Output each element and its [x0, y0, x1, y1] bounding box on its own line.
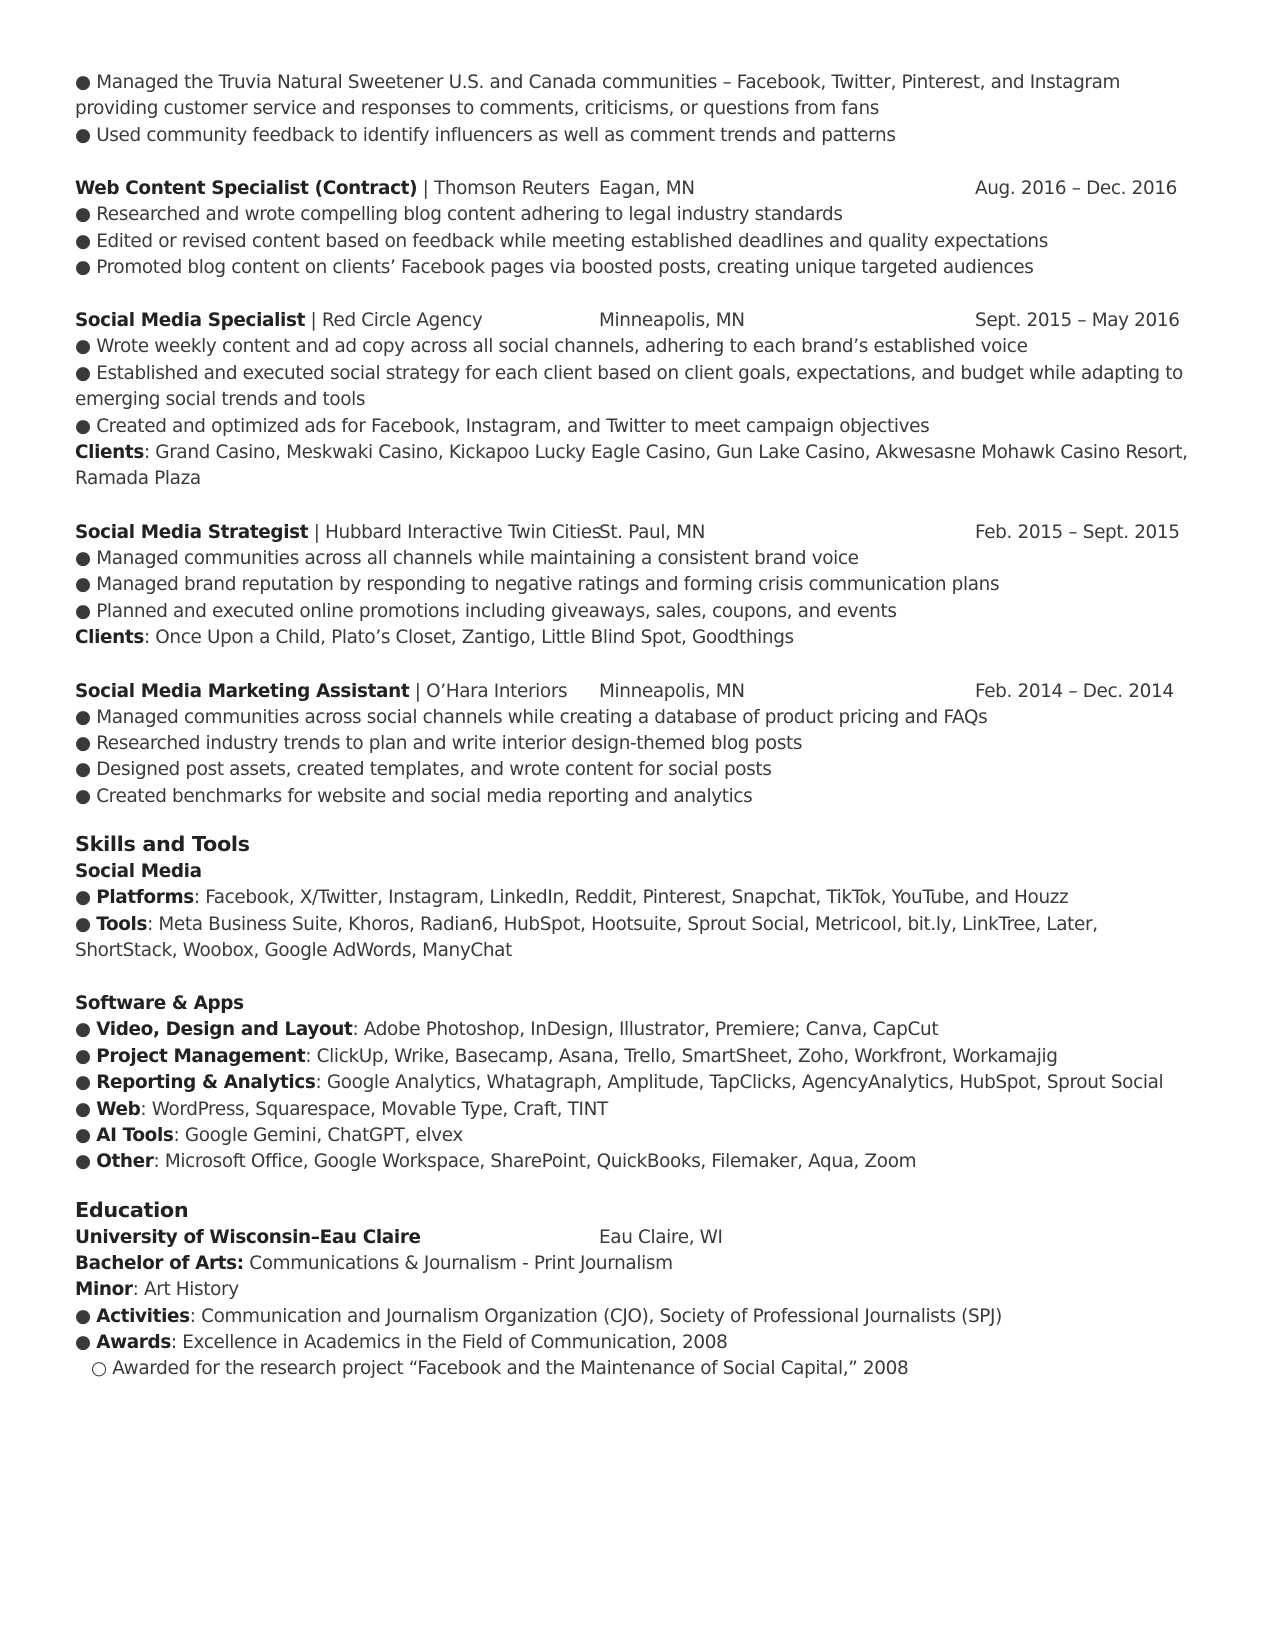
bullet: ●	[75, 913, 97, 935]
skill-label: AI Tools	[96, 1124, 174, 1146]
skill-label: Video, Design and Layout	[96, 1019, 353, 1041]
subheading-software: Software & Apps	[75, 993, 244, 1015]
bullet: ●	[75, 1305, 97, 1327]
skill-item	[75, 1070, 1215, 1096]
skill-item	[75, 1149, 1215, 1175]
job-location: Minneapolis, MN	[599, 680, 745, 702]
skill-item	[75, 1017, 1215, 1043]
clients-label: Clients	[75, 442, 144, 464]
job-header	[75, 307, 1215, 334]
awards-text: : Excellence in Academics in the Field of Communication, 2008	[170, 1332, 728, 1353]
bullet: ●	[75, 1332, 97, 1353]
job-bullet: ● Wrote weekly content and ad copy across all social channels, adhering to each brand’s established voice	[75, 336, 1028, 358]
job-separator: |	[305, 310, 322, 332]
bullet: ●	[75, 887, 97, 909]
job-bullet: ● Created benchmarks for website and social media reporting and analytics	[75, 785, 753, 807]
job-bullet: ● Designed post assets, created templates, and wrote content for social posts	[75, 759, 772, 781]
minor-text: : Art History	[132, 1279, 239, 1301]
activities-line	[75, 1304, 1215, 1330]
job-separator: |	[417, 178, 434, 200]
job-title: Social Media Marketing Assistant	[75, 680, 410, 702]
skill-text: : ClickUp, Wrike, Basecamp, Asana, Trello, SmartSheet, Zoho, Workfront, Workamajig	[305, 1045, 1058, 1067]
skill-text: : Google Analytics, Whatagraph, Amplitude, TapClicks, AgencyAnalytics, HubSpot, Sprout Social	[315, 1072, 1164, 1094]
bullet: ●	[75, 1045, 97, 1067]
skill-item	[75, 912, 1105, 965]
job-location: St. Paul, MN	[599, 521, 705, 543]
skill-text: : Facebook, X/Twitter, Instagram, LinkedIn, Reddit, Pinterest, Snapchat, TikTok, YouTube, and Houzz	[193, 887, 1069, 909]
skill-item	[75, 1044, 1215, 1070]
awards-label: Awards	[96, 1332, 171, 1353]
skill-text: : Adobe Photoshop, InDesign, Illustrator, Premiere; Canva, CapCut	[352, 1019, 939, 1041]
job-dates: Sept. 2015 – May 2016	[975, 310, 1180, 332]
bullet: ●	[75, 1019, 97, 1041]
school-header	[75, 1224, 1215, 1251]
education-section	[75, 1196, 1215, 1383]
minor-line	[75, 1277, 1215, 1303]
resume-page	[75, 70, 1215, 1383]
skill-text: : Google Gemini, ChatGPT, elvex	[173, 1124, 463, 1146]
skill-item	[75, 1097, 1215, 1123]
job-bullet: ● Promoted blog content on clients’ Facebook pages via boosted posts, creating unique targeted audiences	[75, 257, 1034, 279]
activities-label: Activities	[96, 1305, 190, 1327]
job-title: Web Content Specialist (Contract)	[75, 178, 418, 200]
job-bullet: ● Managed communities across social channels while creating a database of product pricing and FAQs	[75, 706, 988, 728]
job-company: Thomson Reuters	[433, 178, 590, 200]
degree-text: Communications & Journalism - Print Journalism	[243, 1252, 673, 1274]
clients-list: : Grand Casino, Meskwaki Casino, Kickapoo Lucky Eagle Casino, Gun Lake Casino, Akwesasne Mohawk Casino Resort, Ramada Plaza	[75, 442, 1188, 490]
job-clients	[75, 440, 1215, 493]
job-location: Minneapolis, MN	[599, 310, 745, 332]
job-entry	[75, 519, 1215, 652]
job-bullet: ● Researched industry trends to plan and write interior design-themed blog posts	[75, 732, 803, 754]
section-heading-skills: Skills and Tools	[75, 832, 250, 857]
job-header	[75, 678, 1215, 705]
skill-item	[75, 885, 1215, 911]
skill-label: Other	[96, 1151, 154, 1173]
job-company: Hubbard Interactive Twin Cities	[325, 521, 601, 543]
job-title: Social Media Specialist	[75, 310, 306, 332]
skill-item	[75, 1123, 1215, 1149]
bullet: ●	[75, 1072, 97, 1094]
award-note: ○ Awarded for the research project “Facebook and the Maintenance of Social Capital,” 2008	[91, 1358, 909, 1380]
section-heading-education: Education	[75, 1197, 189, 1222]
job-clients	[75, 625, 1215, 651]
job-bullet: ● Created and optimized ads for Facebook, Instagram, and Twitter to meet campaign objectives	[75, 415, 930, 437]
clients-list: : Once Upon a Child, Plato’s Closet, Zantigo, Little Blind Spot, Goodthings	[143, 627, 794, 649]
job-dates: Feb. 2014 – Dec. 2014	[975, 680, 1174, 702]
subheading-social-media: Social Media	[75, 861, 202, 883]
intro-bullet: ● Used community feedback to identify influencers as well as comment trends and patterns	[75, 124, 896, 146]
job-title: Social Media Strategist	[75, 521, 309, 543]
bullet: ●	[75, 1124, 97, 1146]
job-entry	[75, 307, 1215, 492]
job-dates: Feb. 2015 – Sept. 2015	[975, 521, 1180, 543]
degree-line	[75, 1251, 1215, 1277]
minor-label: Minor	[75, 1279, 133, 1301]
job-bullet: ● Established and executed social strategy for each client based on client goals, expectations, and budget while adapting to emerging social trends and tools	[75, 362, 1183, 411]
skill-label: Tools	[96, 913, 148, 935]
job-header	[75, 519, 1215, 546]
job-bullet: ● Managed communities across all channels while maintaining a consistent brand voice	[75, 547, 859, 569]
job-entry	[75, 678, 1215, 811]
skill-label: Reporting & Analytics	[96, 1072, 316, 1094]
awards-line	[75, 1330, 1215, 1356]
skill-label: Project Management	[96, 1045, 306, 1067]
job-separator: |	[308, 521, 326, 543]
job-company: Red Circle Agency	[321, 310, 483, 332]
activities-text: : Communication and Journalism Organization (CJO), Society of Professional Journalists (SPJ)	[189, 1305, 1002, 1327]
job-separator: |	[409, 680, 427, 702]
degree-label: Bachelor of Arts:	[75, 1252, 244, 1274]
job-entry	[75, 175, 1215, 281]
skill-label: Web	[96, 1098, 141, 1120]
skills-section	[75, 830, 1215, 1176]
skill-text: : Microsoft Office, Google Workspace, SharePoint, QuickBooks, Filemaker, Aqua, Zoom	[153, 1151, 917, 1173]
school-location: Eau Claire, WI	[599, 1226, 723, 1248]
intro-bullet: ● Managed the Truvia Natural Sweetener U.S. and Canada communities – Facebook, Twitter, Pinterest, and Instagram providing customer service and responses to comments, criticisms, or questions from fans	[75, 72, 1121, 120]
job-bullet: ● Edited or revised content based on feedback while meeting established deadlines and quality expectations	[75, 230, 1048, 252]
job-company: O’Hara Interiors	[426, 680, 568, 702]
skill-label: Platforms	[96, 887, 194, 909]
bullet: ●	[75, 1151, 97, 1173]
job-location: Eagan, MN	[599, 178, 695, 200]
job-bullet: ● Managed brand reputation by responding to negative ratings and forming crisis communication plans	[75, 574, 1000, 596]
job-bullet: ● Researched and wrote compelling blog content adhering to legal industry standards	[75, 204, 843, 226]
skill-text: : Meta Business Suite, Khoros, Radian6, HubSpot, Hootsuite, Sprout Social, Metricool, bit.ly, LinkTree, Later, ShortStack, Woobox, Google AdWords, ManyChat	[75, 913, 1098, 961]
job-header	[75, 175, 1215, 202]
skill-text: : WordPress, Squarespace, Movable Type, Craft, TINT	[140, 1098, 608, 1120]
bullet: ●	[75, 1098, 97, 1120]
school-name: University of Wisconsin–Eau Claire	[75, 1226, 421, 1248]
job-bullet: ● Planned and executed online promotions including giveaways, sales, coupons, and events	[75, 600, 897, 622]
clients-label: Clients	[75, 627, 144, 649]
job-dates: Aug. 2016 – Dec. 2016	[975, 178, 1178, 200]
